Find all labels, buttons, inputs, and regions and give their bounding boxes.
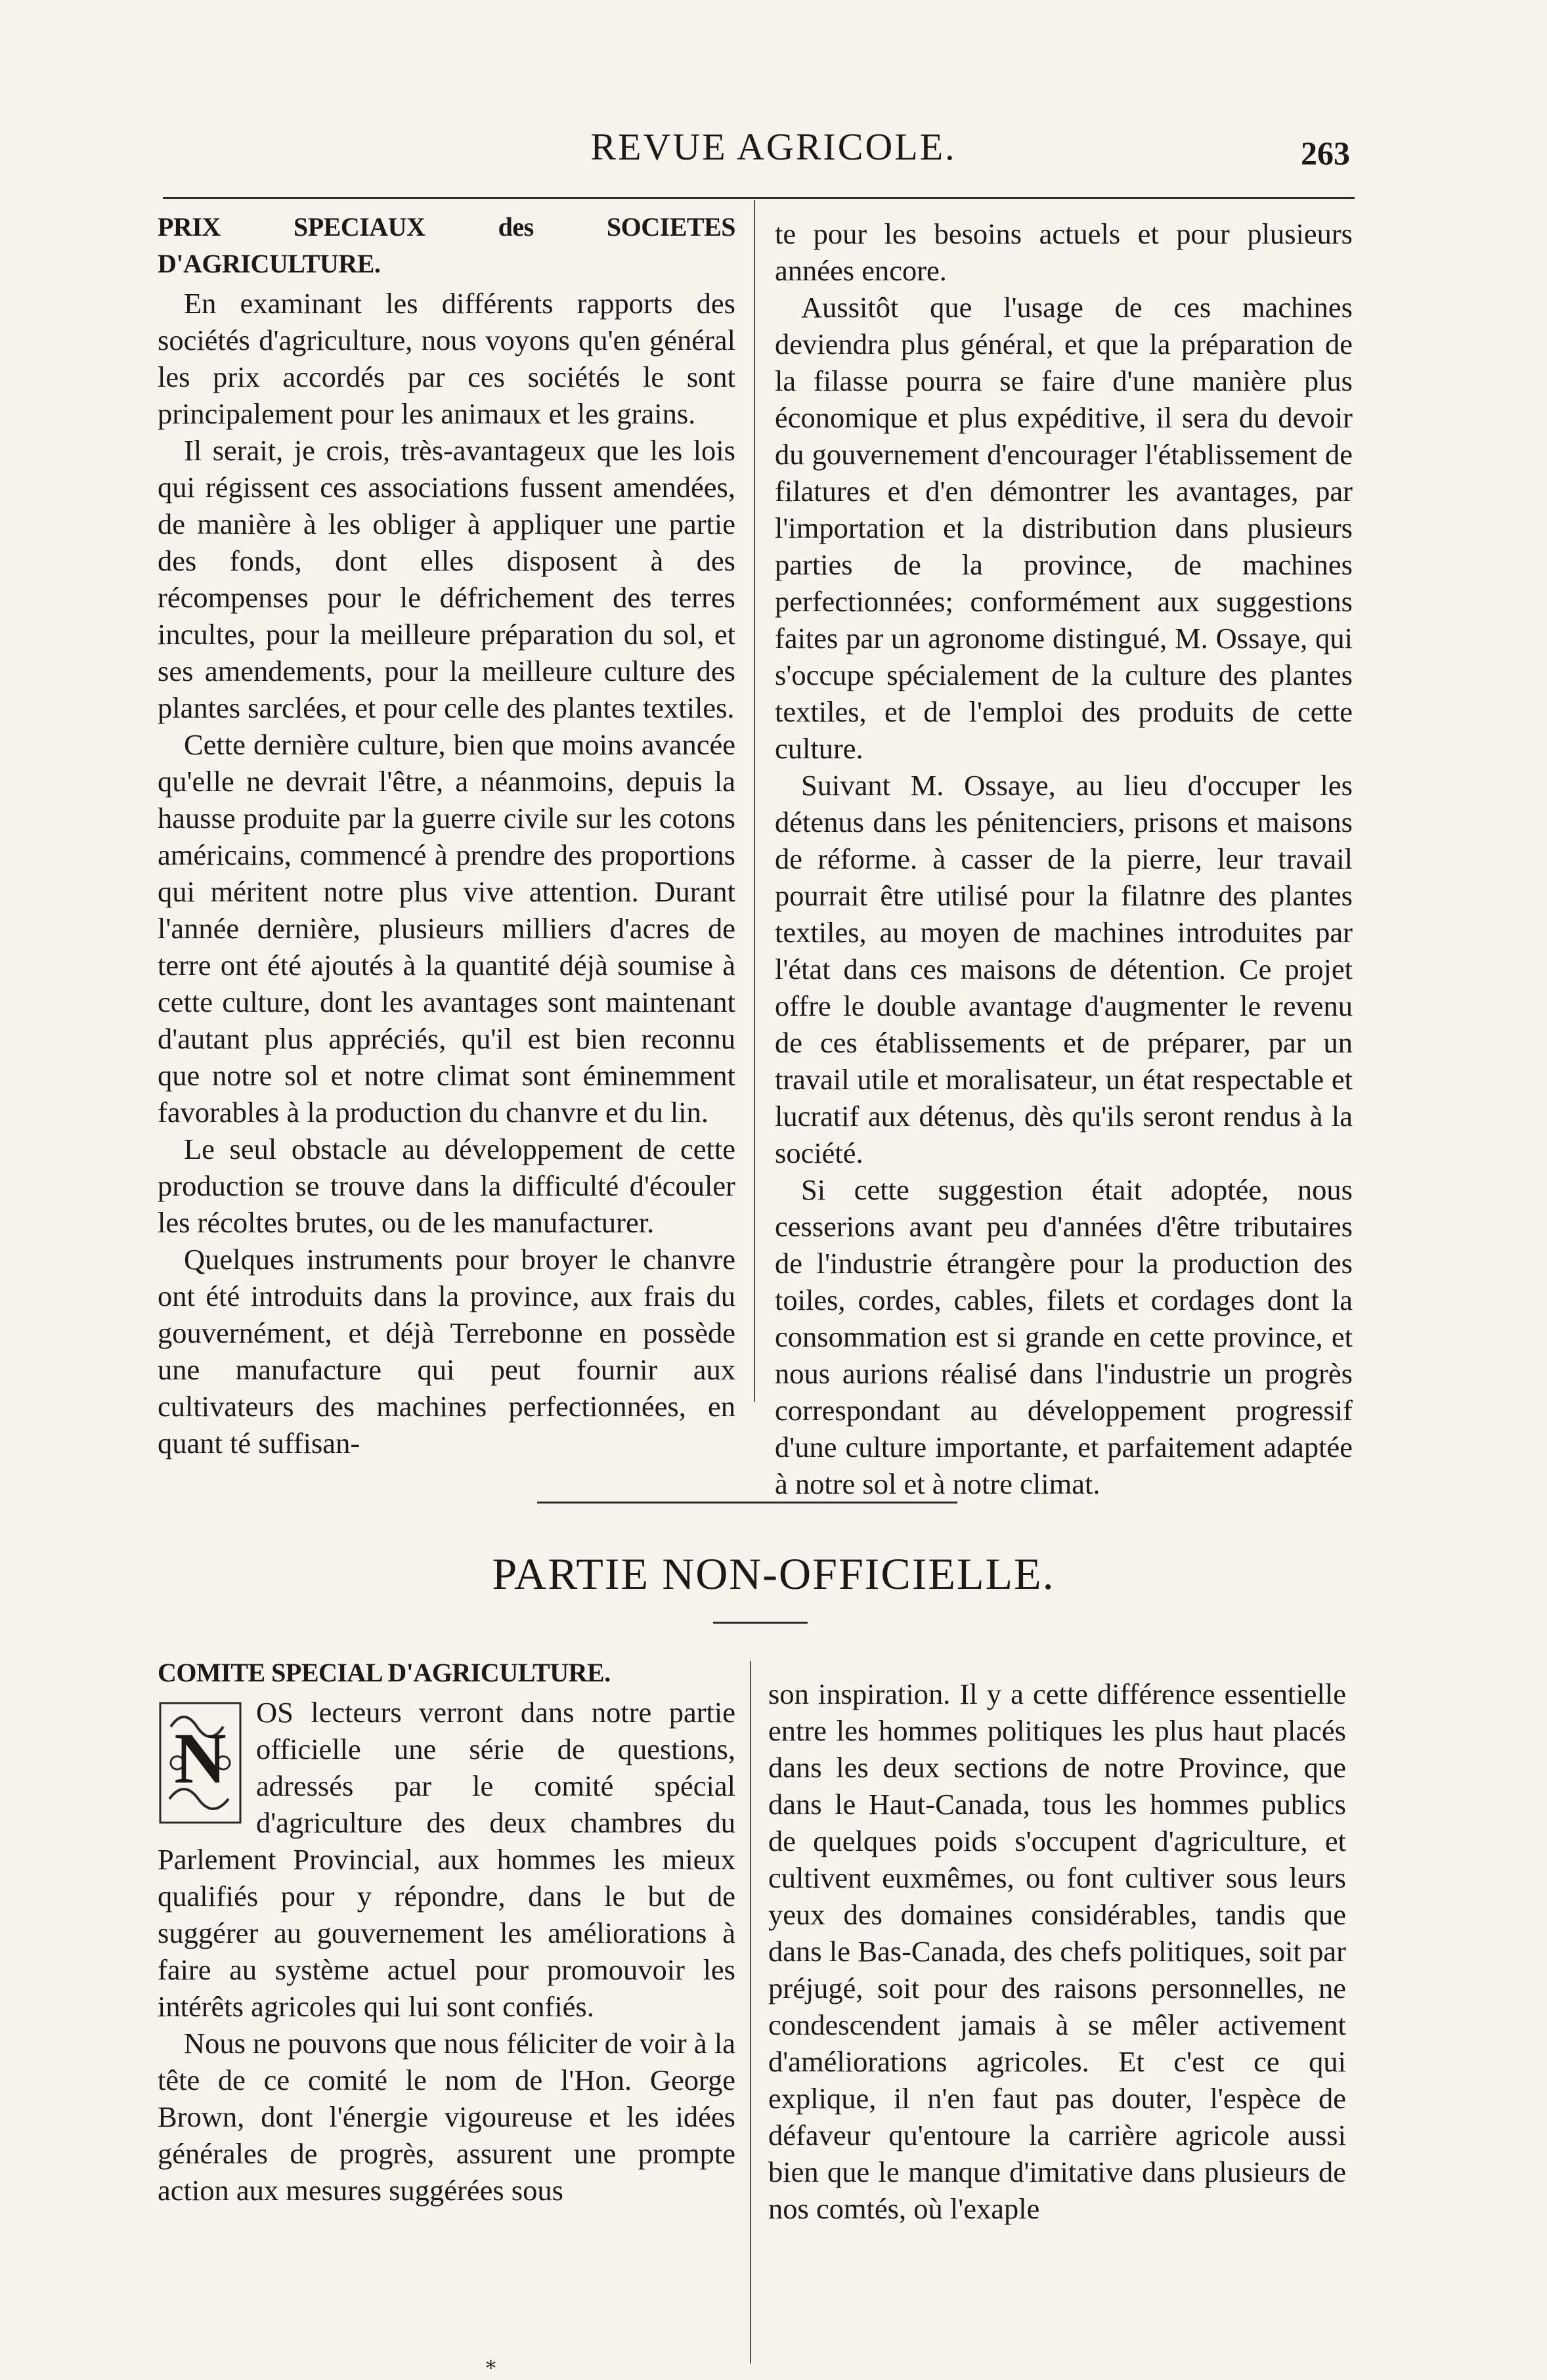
column-divider xyxy=(754,200,755,1402)
running-title: REVUE AGRICOLE. xyxy=(590,125,957,168)
paragraph: OS lecteurs verront dans notre partie officielle une série de questions, adressés par le comité spécial d'agriculture des deux chambres du Parlement Provincial, aux hommes les mieux qualifiés pour y répondre, dans le but de suggérer au gouvernement les améliorations à faire au système actuel pour promouvoir les intérêts agricoles qui lui sont confiés. xyxy=(158,1696,735,2023)
partie-title: PARTIE NON-OFFICIELLE. xyxy=(492,1549,1055,1599)
article-comite-special xyxy=(158,1655,735,2209)
page-header xyxy=(0,125,1547,177)
paragraph: son inspiration. Il y a cette différence essentielle entre les hommes politiques les plus haut placés dans les deux sections de notre Province, que dans le Haut-Canada, tous les hommes publics de quelques poids s'occupent d'agriculture, et cultivent euxmêmes, ou font cultiver sous leurs yeux des domaines considérables, tandis que dans le Bas-Canada, des chefs politiques, soit par préjugé, soit pour des raisons personnelles, ne condescendent jamais à se mêler activement d'améliorations agricoles. Et c'est ce qui explique, il n'en faut pas douter, l'espèce de défaveur qu'entoure la carrière agricole aussi bien que le manque d'imitative dans plusieurs de nos comtés, où l'exaple xyxy=(768,1677,1346,2225)
paragraph: Cette dernière culture, bien que moins avancée qu'elle ne devrait l'être, a néanmoins, depuis la hausse produite par la guerre civile sur les cotons américains, commencé à prendre des proportions qui méritent notre plus vive attention. Durant l'année dernière, plusieurs milliers d'acres de terre ont été ajoutés à la quantité déjà soumise à cette culture, dont les avantages sont maintenant d'autant plus appréciés, qu'il est bien reconnu que notre sol et notre climat sont éminemment favorables à la production du chanvre et du lin. xyxy=(158,728,735,1129)
paragraph: Le seul obstacle au développement de cette production se trouve dans la difficulté d'écouler les récoltes brutes, ou de les manufacturer. xyxy=(158,1133,735,1239)
page-number: 263 xyxy=(1301,135,1350,171)
paragraph: En examinant les différents rapports des sociétés d'agriculture, nous voyons qu'en général les prix accordés par ces sociétés le sont principalement pour les animaux et les grains. xyxy=(158,287,735,430)
dropcap-letter: N xyxy=(174,1718,227,1798)
section-heading: COMITE SPECIAL D'AGRICULTURE. xyxy=(158,1658,611,1687)
header-rule xyxy=(163,197,1355,199)
paragraph: Suivant M. Ossaye, au lieu d'occuper les détenus dans les pénitenciers, prisons et maisons de réforme. à casser de la pierre, leur travail pourrait être utilisé pour la filatnre des plantes textiles, au moyen de machines introduites par l'état dans ces maisons de détention. Ce projet offre le double avantage d'augmenter le revenu de ces établissements et de préparer, par un travail utile et moralisateur, un état respectable et lucratif aux détenus, dès qu'ils seront rendus à la société. xyxy=(775,769,1353,1169)
short-rule xyxy=(713,1622,808,1624)
paragraph: Il serait, je crois, très-avantageux que les lois qui régissent ces associations fussent amendées, de manière à les obliger à appliquer une partie des fonds, dont elles disposent à des récompenses pour le défrichement des terres incultes, pour la meilleure préparation du sol, et ses amendements, pour la meilleure culture des plantes sarclées, et pour celle des plantes textiles. xyxy=(158,434,735,724)
article-prix-speciaux xyxy=(158,209,735,1461)
column-divider xyxy=(750,1661,751,2364)
paragraph: Aussitôt que l'usage de ces machines deviendra plus général, et que la préparation de la filasse pourra se faire d'une manière plus économique et plus expéditive, il sera du devoir du gouvernement d'encourager l'établissement de filatures et d'en démontrer les avantages, par l'importation et la distribution dans plusieurs parties de la province, de machines perfectionnées; conformément aux suggestions faites par un agronome distingué, M. Ossaye, qui s'occupe spécialement de la culture des plantes textiles, et de l'emploi des produits de cette culture. xyxy=(775,291,1353,765)
section-heading: PRIX SPECIAUX des SOCIETES D'AGRICULTURE. xyxy=(158,212,735,278)
paragraph: te pour les besoins actuels et pour plusieurs années encore. xyxy=(775,217,1353,287)
article-continuation xyxy=(775,215,1353,1502)
bottom-mark: * xyxy=(486,2357,496,2380)
ornamental-dropcap-icon xyxy=(158,1700,243,1825)
paragraph: Quelques instruments pour broyer le chanvre ont été introduits dans la province, aux frais du gouvernément, et déjà Terrebonne en possède une manufacture qui peut fournir aux cultivateurs des machines perfectionnées, en quant té suffisan- xyxy=(158,1243,735,1460)
section-rule xyxy=(537,1502,957,1504)
paragraph: Nous ne pouvons que nous féliciter de voir à la tête de ce comité le nom de l'Hon. George Brown, dont l'énergie vigoureuse et les idées générales de progrès, assurent une prompte action aux mesures suggérées sous xyxy=(158,2027,735,2207)
paragraph: Si cette suggestion était adoptée, nous cesserions avant peu d'années d'être tributaires de l'industrie étrangère pour la production des toiles, cordes, cables, filets et cordages dont la consommation est si grande en cette province, et nous aurions réalisé dans l'industrie un progrès correspondant au développement progressif d'une culture importante, et parfaitement adaptée à notre sol et à notre climat. xyxy=(775,1173,1353,1500)
article-comite-continuation xyxy=(768,1676,1346,2227)
